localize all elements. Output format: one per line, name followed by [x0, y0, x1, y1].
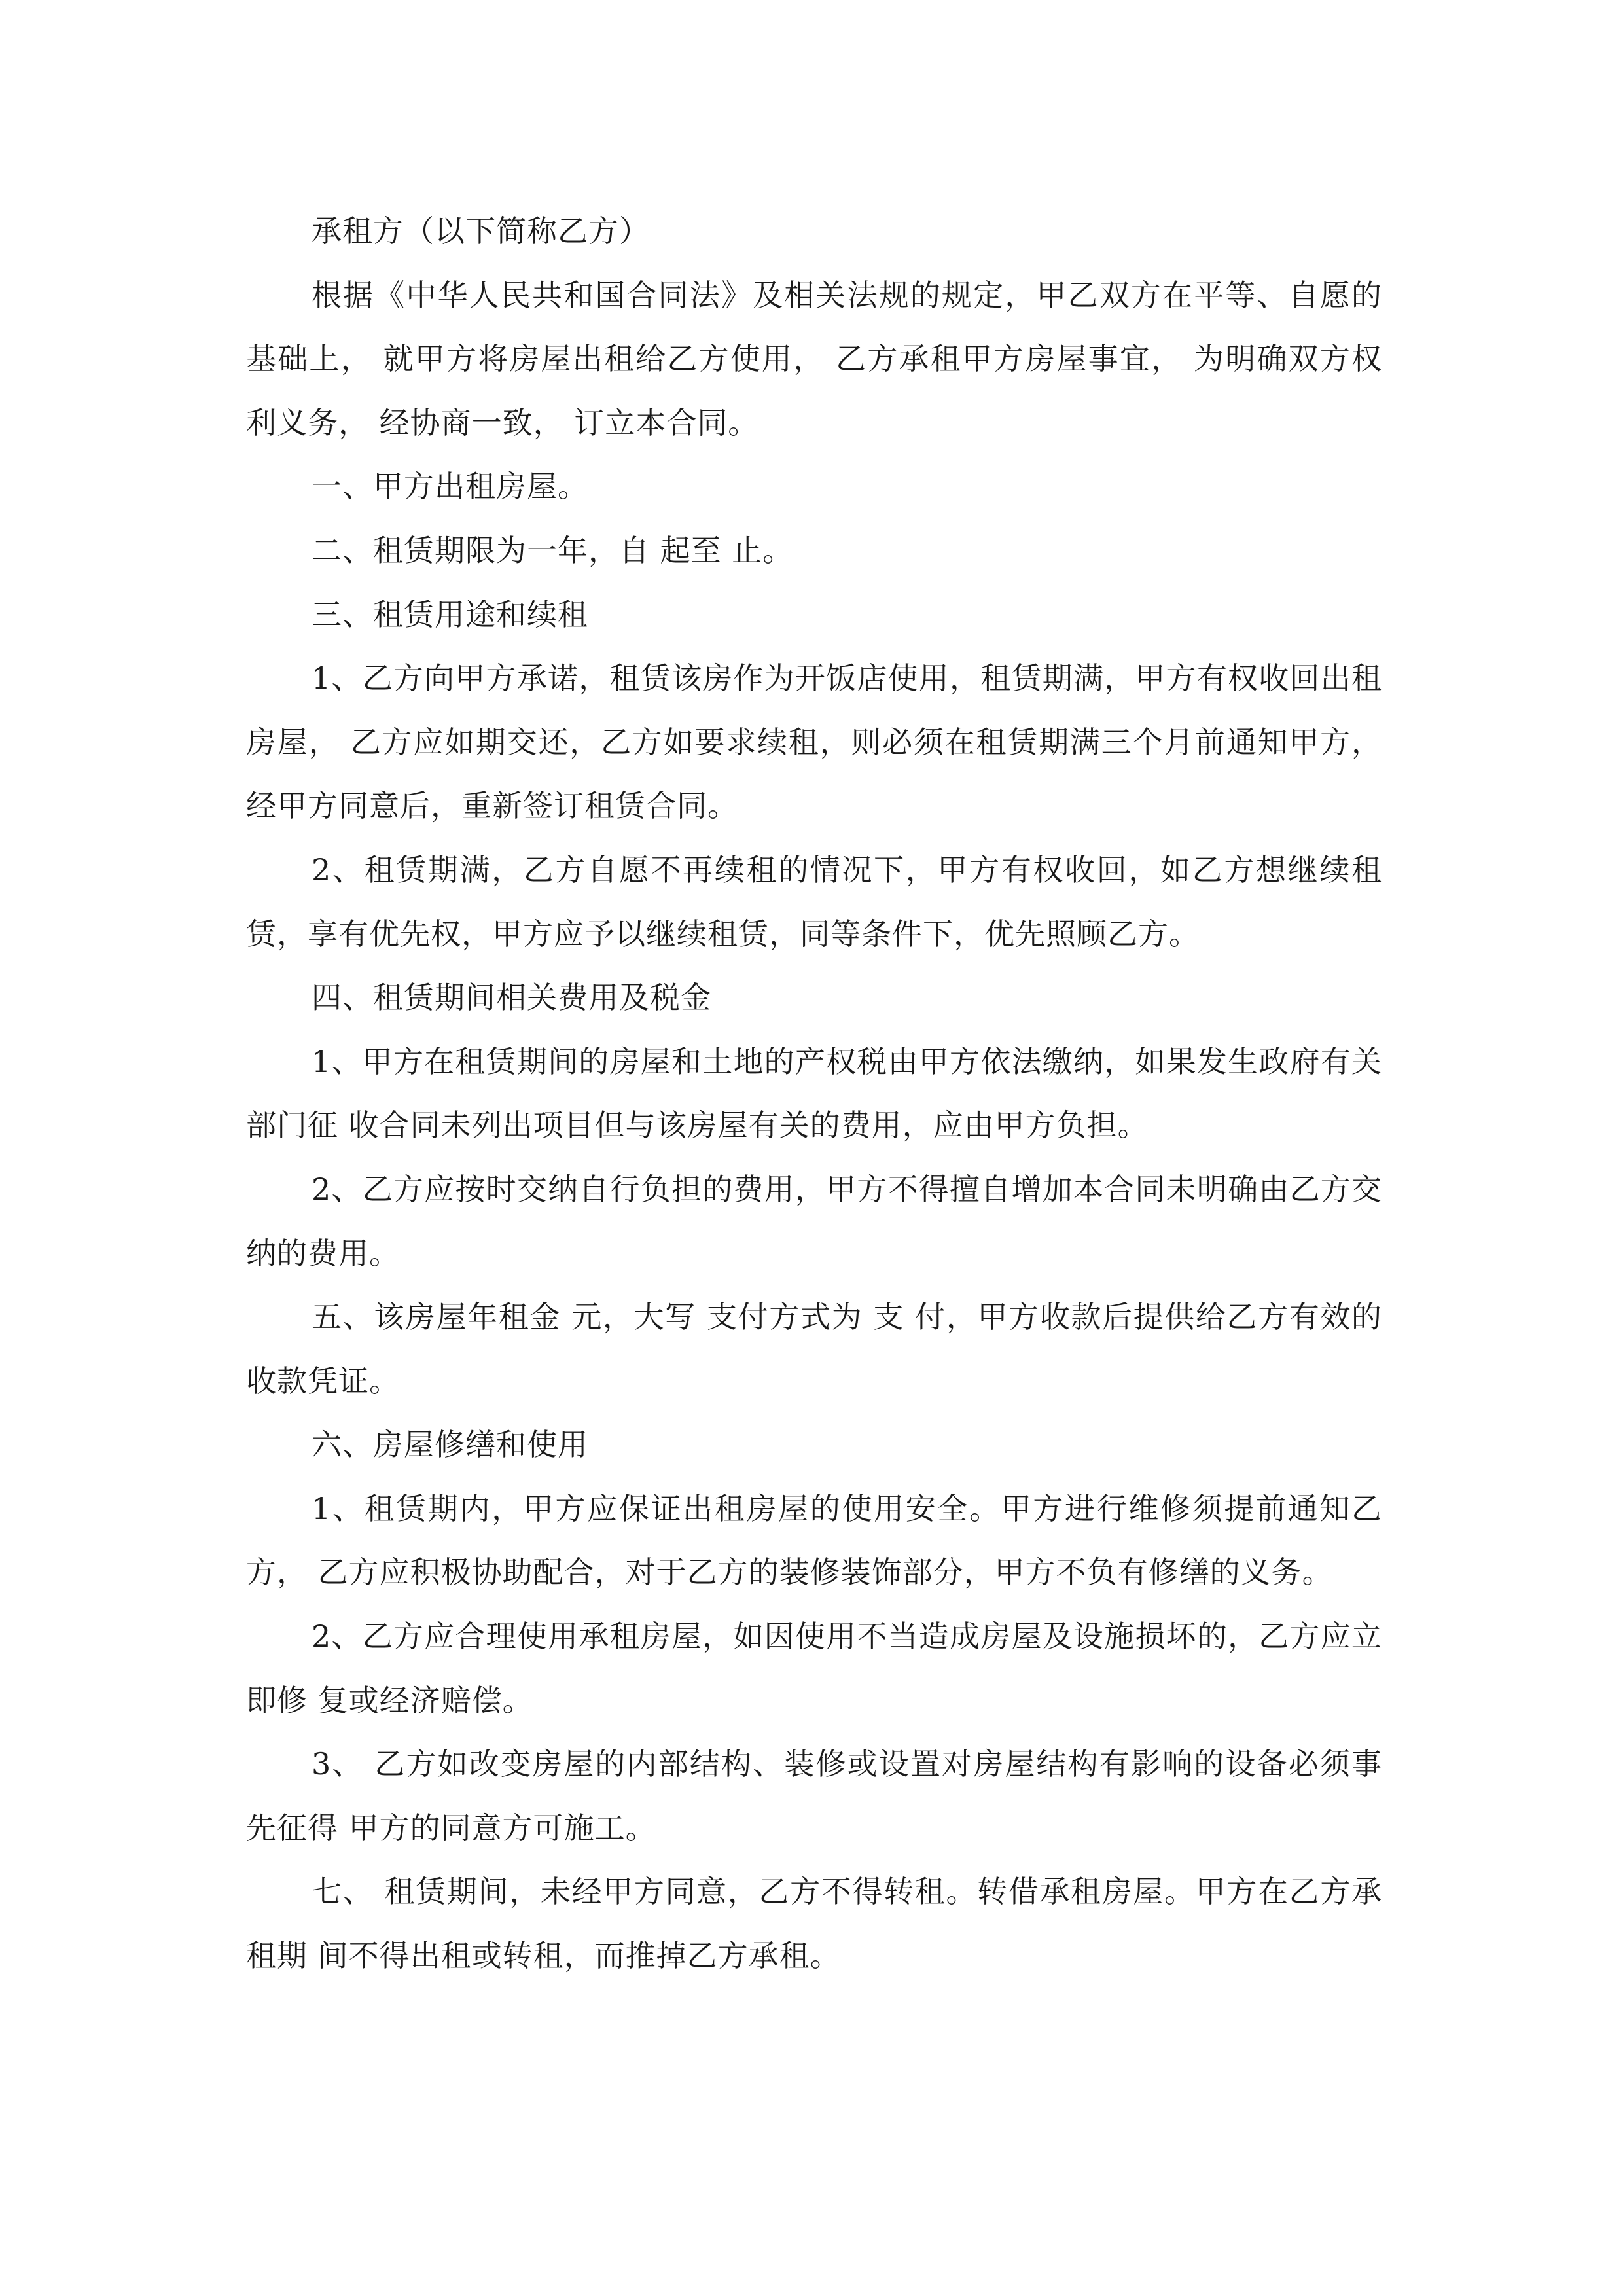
- paragraph-clause-4-heading: 四、租赁期间相关费用及税金: [312, 980, 711, 1016]
- paragraph-clause-3-1: 1、乙方向甲方承诺，租赁该房作为开饭店使用，租赁期满，甲方有权收回出租房屋， 乙方应如期交还，乙方如要求续租，则必须在租赁期满三个月前通知甲方，经甲方同意后，重新签订租赁合同。: [246, 660, 1382, 824]
- paragraph-clause-1: 一、甲方出租房屋。: [312, 469, 588, 505]
- paragraph-clause-6-2: 2、乙方应合理使用承租房屋，如因使用不当造成房屋及设施损坏的，乙方应立即修 复或经济赔偿。: [246, 1619, 1382, 1718]
- paragraph-clause-4-1: 1、甲方在租赁期间的房屋和土地的产权税由甲方依法缴纳，如果发生政府有关部门征 收合同未列出项目但与该房屋有关的费用，应由甲方负担。: [246, 1043, 1382, 1143]
- paragraph-preamble: 根据《中华人民共和国合同法》及相关法规的规定，甲乙双方在平等、自愿的基础上， 就甲方将房屋出租给乙方使用， 乙方承租甲方房屋事宜， 为明确双方权利义务， 经协商一致， 订立本合同。: [246, 277, 1382, 440]
- paragraph-clause-6-3: 3、 乙方如改变房屋的内部结构、装修或设置对房屋结构有影响的设备必须事先征得 甲方的同意方可施工。: [246, 1746, 1382, 1846]
- paragraph-clause-6-1: 1、租赁期内，甲方应保证出租房屋的使用安全。甲方进行维修须提前通知乙方， 乙方应积极协助配合，对于乙方的装修装饰部分，甲方不负有修缮的义务。: [246, 1490, 1382, 1590]
- paragraph-clause-7: 七、 租赁期间，未经甲方同意，乙方不得转租。转借承租房屋。甲方在乙方承租期 间不得出租或转租，而推掉乙方承租。: [246, 1874, 1382, 1974]
- paragraph-clause-6-heading: 六、房屋修缮和使用: [312, 1427, 588, 1463]
- contract-body: [246, 200, 1382, 1988]
- paragraph-clause-4-2: 2、乙方应按时交纳自行负担的费用，甲方不得擅自增加本合同未明确由乙方交纳的费用。: [246, 1171, 1382, 1271]
- paragraph-clause-5: 五、该房屋年租金 元，大写 支付方式为 支 付，甲方收款后提供给乙方有效的收款凭证。: [246, 1299, 1382, 1399]
- paragraph-clause-3-heading: 三、租赁用途和续租: [312, 596, 588, 632]
- paragraph-lessee: 承租方（以下简称乙方）: [312, 213, 650, 249]
- paragraph-clause-3-2: 2、租赁期满，乙方自愿不再续租的情况下，甲方有权收回，如乙方想继续租赁，享有优先权，甲方应予以继续租赁，同等条件下，优先照顾乙方。: [246, 852, 1382, 952]
- paragraph-clause-2: 二、租赁期限为一年，自 起至 止。: [312, 532, 794, 568]
